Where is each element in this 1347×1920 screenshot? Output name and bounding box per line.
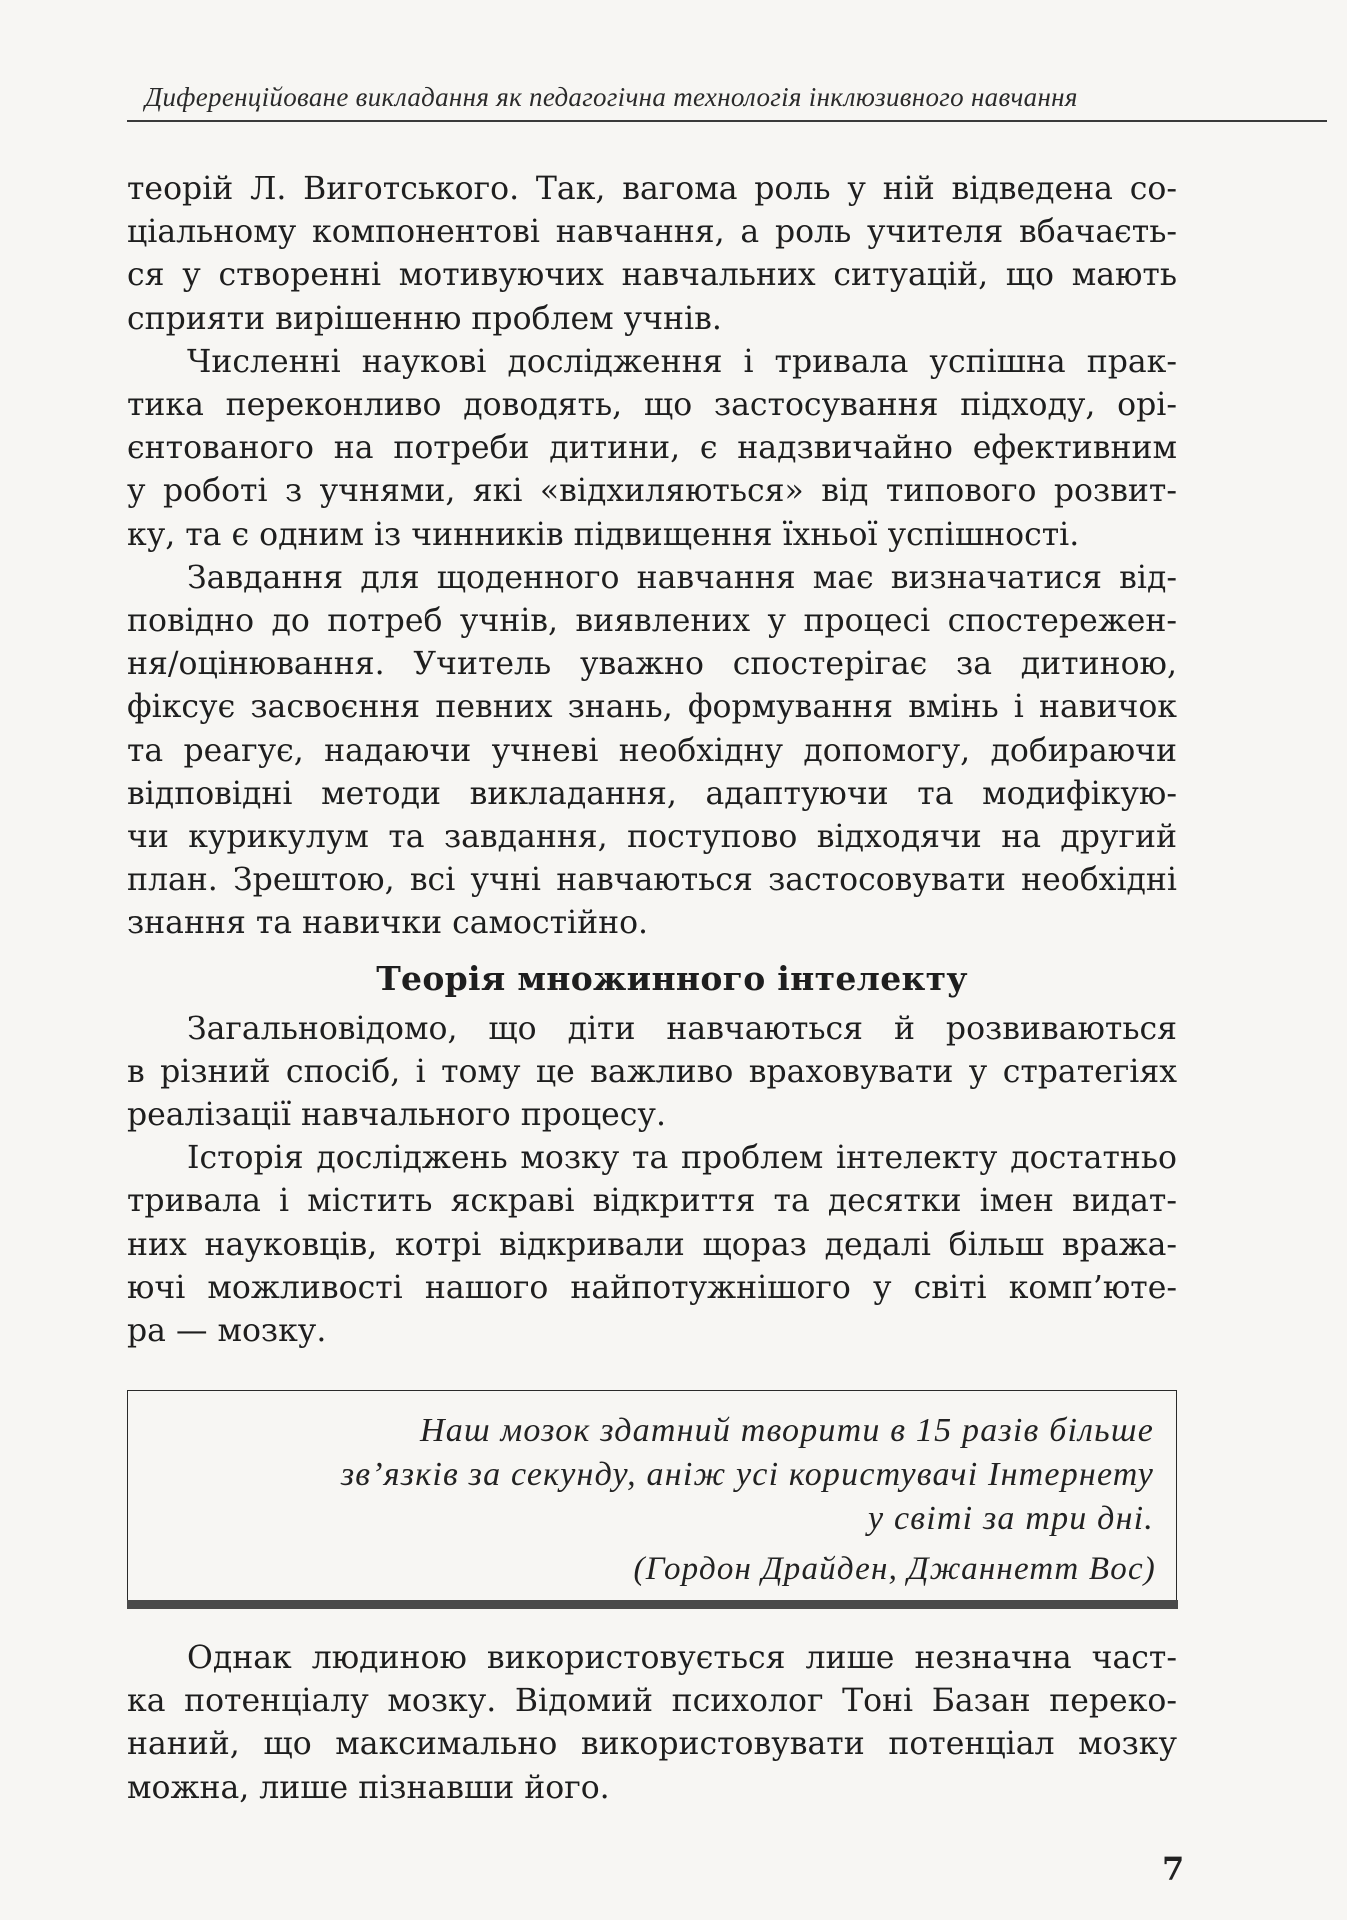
text-line: ра — мозку. bbox=[127, 1313, 327, 1350]
quote-line: у світі за три дні. bbox=[867, 1500, 1154, 1537]
text-line: реалізації навчального процесу. bbox=[127, 1097, 666, 1134]
text-line: Загальновідомо, що діти навчаються й розвиваються bbox=[187, 1010, 1177, 1047]
text-line: єнтованого на потреби дитини, є надзвичайно ефективним bbox=[127, 430, 1177, 467]
page-number: 7 bbox=[1162, 1850, 1185, 1888]
paragraph bbox=[127, 1008, 1177, 1138]
section-heading: Теорія множинного інтелекту bbox=[376, 958, 968, 998]
text-line: теорій Л. Виготського. Так, вагома роль у ній відведена со- bbox=[127, 171, 1177, 207]
text-line: Завдання для щоденного навчання має визначатися від- bbox=[187, 559, 1177, 596]
running-header bbox=[127, 70, 1327, 122]
quote-box bbox=[127, 1390, 1177, 1601]
text-line: чи курикулум та завдання, поступово відходячи на другий bbox=[127, 819, 1177, 856]
closing-text bbox=[127, 1637, 1177, 1810]
text-line: ся у створенні мотивуючих навчальних ситуацій, що мають bbox=[127, 257, 1177, 294]
text-line: відповідні методи викладання, адаптуючи та модифікую- bbox=[127, 775, 1177, 812]
text-line: можна, лише пізнавши його. bbox=[127, 1769, 610, 1806]
text-line: план. Зрештою, всі учні навчаються застосовувати необхідні bbox=[127, 862, 1177, 899]
text-line: наний, що максимально використовувати потенціал мозку bbox=[127, 1726, 1177, 1763]
text-line: тривала і містить яскраві відкриття та десятки імен видат- bbox=[127, 1183, 1177, 1220]
main-text bbox=[127, 168, 1177, 1353]
quote-line: Наш мозок здатний творити в 15 разів більше bbox=[420, 1412, 1154, 1449]
text-line: в різний спосіб, і тому це важливо враховувати у стратегіях bbox=[127, 1053, 1177, 1090]
text-line: сприяти вирішенню проблем учнів. bbox=[127, 300, 722, 337]
text-line: фіксує засвоєння певних знань, формування вмінь і навичок bbox=[127, 689, 1177, 726]
paragraph bbox=[127, 1137, 1177, 1353]
quote-text bbox=[341, 1409, 1154, 1541]
quote-author: (Гордон Драйден, Джаннетт Вос) bbox=[633, 1551, 1156, 1587]
text-line: та реагує, надаючи учневі необхідну допомогу, добираючи bbox=[127, 732, 1177, 769]
paragraph bbox=[127, 557, 1177, 946]
text-line: Історія досліджень мозку та проблем інтелекту достатньо bbox=[187, 1140, 1177, 1177]
text-line: них науковців, котрі відкривали щораз дедалі більш вража- bbox=[127, 1226, 1177, 1263]
text-line: ка потенціалу мозку. Відомий психолог Тоні Базан переко- bbox=[127, 1683, 1177, 1720]
text-line: ку, та є одним із чинників підвищення їхньої успішності. bbox=[127, 516, 1080, 553]
paragraph bbox=[127, 341, 1177, 557]
text-line: Численні наукові дослідження і тривала успішна прак- bbox=[187, 343, 1177, 380]
paragraph bbox=[127, 168, 1177, 341]
running-header-title: Диференційоване викладання як педагогічна технологія інклюзивного навчання bbox=[145, 82, 1078, 112]
text-line: ціальному компонентові навчання, а роль учителя вбачаєть- bbox=[127, 214, 1177, 251]
text-line: ня/оцінювання. Учитель уважно спостерігає за дитиною, bbox=[127, 646, 1177, 683]
text-line: ючі можливості нашого найпотужнішого у світі комп’юте- bbox=[127, 1269, 1177, 1306]
text-line: повідно до потреб учнів, виявлених у процесі спостережен- bbox=[127, 603, 1177, 640]
text-line: тика переконливо доводять, що застосування підходу, орі- bbox=[127, 387, 1177, 424]
text-line: у роботі з учнями, які «відхиляються» від типового розвит- bbox=[127, 473, 1177, 510]
text-line: Однак людиною використовується лише незначна част- bbox=[187, 1640, 1177, 1676]
text-line: знання та навички самостійно. bbox=[127, 905, 649, 942]
quote-shadow-bar bbox=[127, 1600, 1178, 1609]
quote-line: зв’язків за секунду, аніж усі користувачі Інтернету bbox=[340, 1456, 1154, 1493]
paragraph bbox=[127, 1637, 1177, 1810]
